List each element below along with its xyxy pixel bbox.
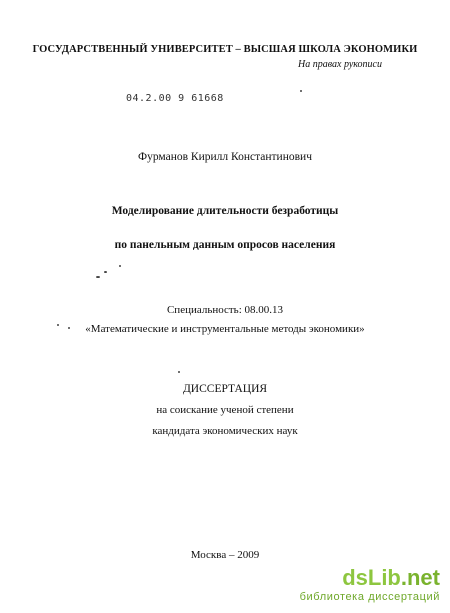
degree-name: кандидата экономических наук <box>152 425 298 437</box>
dissertation-title-line-1: Моделирование длительности безработицы <box>111 205 339 217</box>
site-watermark <box>300 566 440 604</box>
scan-speck <box>300 90 302 92</box>
specialty-code: Специальность: 08.00.13 <box>166 304 284 316</box>
university-name: ГОСУДАРСТВЕННЫЙ УНИВЕРСИТЕТ – ВЫСШАЯ ШКОЛА ЭКОНОМИКИ <box>32 44 418 55</box>
author-name: Фурманов Кирилл Константинович <box>138 151 312 163</box>
watermark-logo-main: dsLib <box>342 565 401 590</box>
document-type-heading: ДИССЕРТАЦИЯ <box>182 383 268 395</box>
watermark-logo-tld: .net <box>400 565 440 590</box>
watermark-tagline: библиотека диссертаций <box>299 591 440 603</box>
dissertation-title-line-2: по панельным данным опросов населения <box>114 239 336 251</box>
registration-stamp: 04.2.00 9 61668 <box>126 93 224 104</box>
scan-speck <box>96 276 100 278</box>
city-year: Москва – 2009 <box>190 549 260 561</box>
watermark-logo <box>300 566 440 590</box>
degree-purpose: на соискание ученой степени <box>156 404 294 416</box>
scan-speck <box>104 271 107 273</box>
scan-speck <box>68 327 70 329</box>
specialty-name: «Математические и инструментальные методы экономики» <box>85 323 365 335</box>
scan-speck <box>57 324 59 326</box>
scan-speck <box>178 371 180 373</box>
scan-speck <box>119 265 121 267</box>
manuscript-note: На правах рукописи <box>298 59 382 70</box>
